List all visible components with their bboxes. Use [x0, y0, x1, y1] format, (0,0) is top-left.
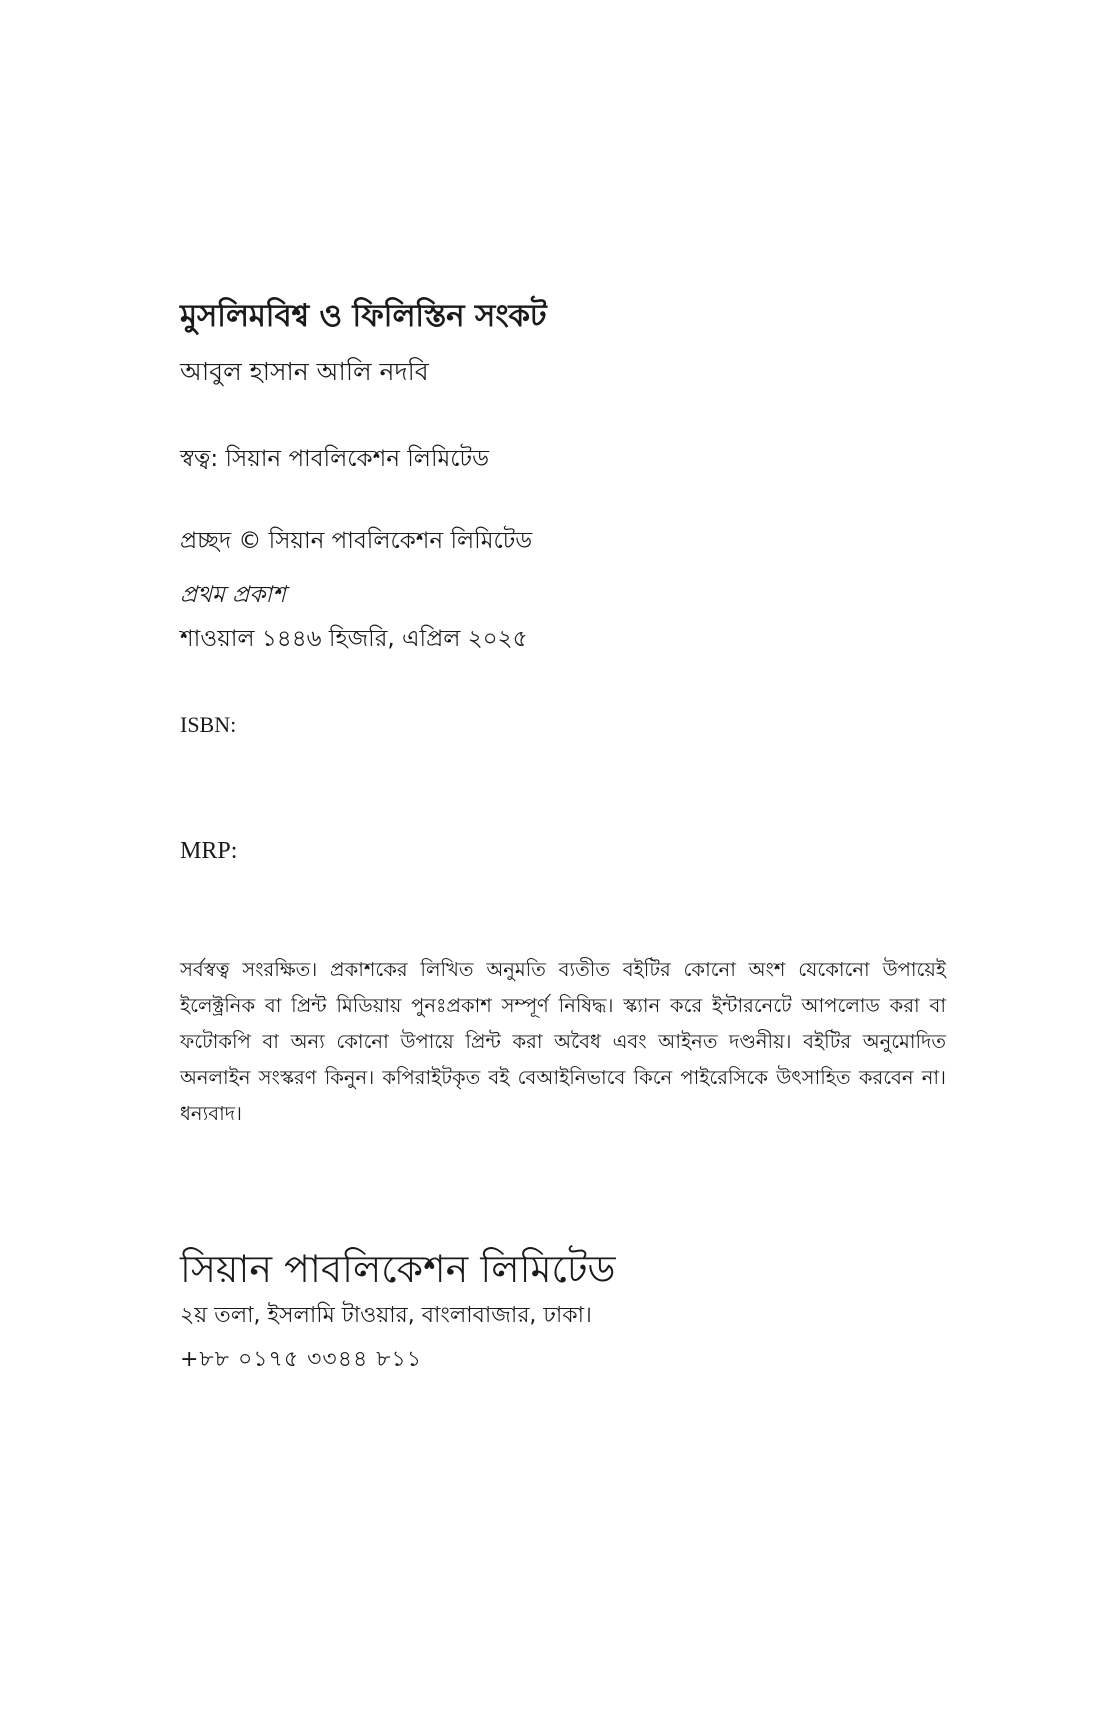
rights-notice: সর্বস্বত্ব সংরক্ষিত। প্রকাশকের লিখিত অনুমতি ব্যতীত বইটির কোনো অংশ যেকোনো উপায়েই ইলেক্ট্রনিক বা প্রিন্ট মিডিয়ায় পুনঃপ্রকাশ সম্পূর্ণ নিষিদ্ধ। স্ক্যান করে ইন্টারনেটে আপলোড করা বা ফটোকপি বা অন্য কোনো উপায়ে প্রিন্ট করা অবৈধ এবং আইনত দণ্ডনীয়। বইটির অনুমোদিত অনলাইন সংস্করণ কিনুন। কপিরাইটকৃত বই বেআইনিভাবে কিনে পাইরেসিকে উৎসাহিত করবেন না। ধন্যবাদ। [180, 958, 946, 1125]
mrp-label: MRP: [180, 838, 238, 864]
publisher-address: ২য় তলা, ইসলামি টাওয়ার, বাংলাবাজার, ঢাকা। [180, 1303, 592, 1328]
isbn-label: ISBN: [180, 712, 237, 737]
author-name: আবুল হাসান আলি নদবি [180, 357, 429, 386]
edition-date: শাওয়াল ১৪৪৬ হিজরি, এপ্রিল ২০২৫ [180, 626, 528, 652]
book-title: মুসলিমবিশ্ব ও ফিলিস্তিন সংকট [180, 298, 547, 334]
publisher-phone: +৮৮ ০১৭৫ ৩৩৪৪ ৮১১ [180, 1347, 423, 1372]
cover-credit: প্রচ্ছদ © সিয়ান পাবলিকেশন লিমিটেড [180, 528, 533, 554]
edition-label: প্রথম প্রকাশ [180, 582, 286, 608]
publisher-name: সিয়ান পাবলিকেশন লিমিটেড [180, 1247, 616, 1291]
copyright-holder: স্বত্ব: সিয়ান পাবলিকেশন লিমিটেড [180, 446, 490, 472]
